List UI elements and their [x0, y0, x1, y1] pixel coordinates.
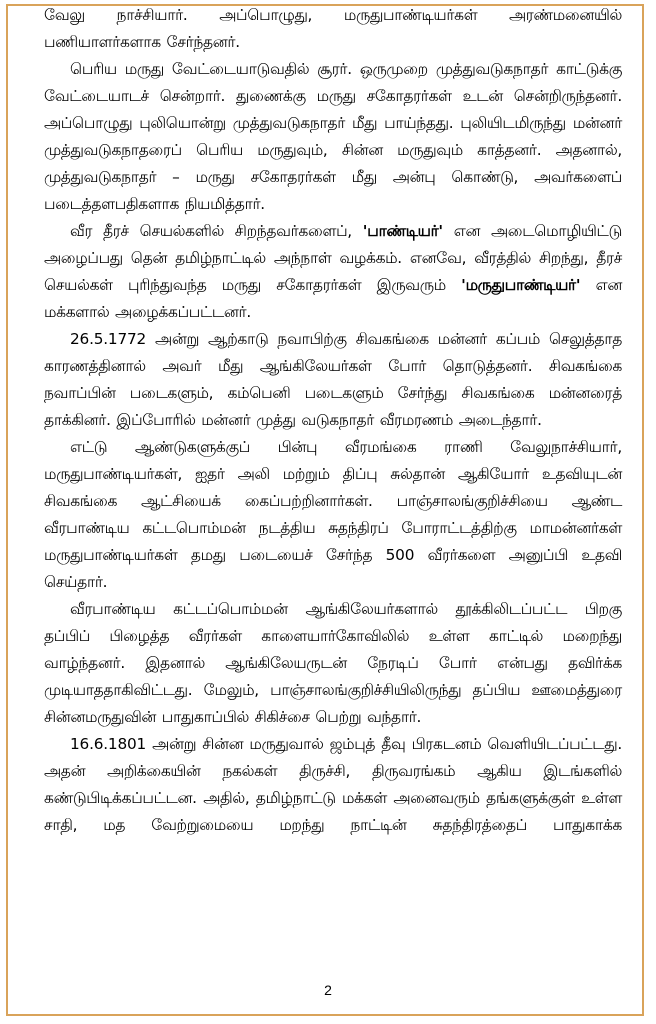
text-segment: என மக்களால் அழைக்கப்பட்டனர். — [44, 276, 622, 321]
paragraph-kattabomman: வீரபாண்டிய கட்டப்பொம்மன் ஆங்கிலேயர்களால் தூக்கிலிடப்பட்ட பிறகு தப்பிப் பிழைத்த வீரர்கள் காளையார்கோவிலில் உள்ள காட்டில் மறைந்து வாழ்ந்தனர். இதனால் ஆங்கிலேயருடன் நேரடிப் போர் என்பது தவிர்க்க முடியாததாகிவிட்டது. மேலும், பாஞ்சாலங்குறிச்சியிலிருந்து தப்பிய ஊமைத்துரை சின்னமருதுவின் பாதுகாப்பில் சிகிச்சை பெற்று வந்தார். — [44, 600, 622, 726]
bold-term-pandiyar: 'பாண்டியர்' — [362, 222, 443, 240]
bold-term-marudhupandiyar: 'மருதுபாண்டியர்' — [461, 276, 581, 294]
text-segment: என அடைமொழியிட்டு அழைப்பது தென் தமிழ்நாட்டில் அந்நாள் வழக்கம். எனவே, வீரத்தில் சிறந்து, தீரச் செயல்கள் புரிந்துவந்த மருது சகோதரர்கள் இருவரும் — [44, 222, 622, 294]
paragraph-jambu-proclamation: 16.6.1801 அன்று சின்ன மருதுவால் ஜம்புத் தீவு பிரகடனம் வெளியிடப்பட்டது. அதன் அறிக்கையின் நகல்கள் திருச்சி, திருவரங்கம் ஆகிய இடங்களில் கண்டுபிடிக்கப்பட்டன. அதில், தமிழ்நாட்டு மக்கள் அனைவரும் தங்களுக்குள் உள்ள சாதி, மத வேற்றுமையை மறந்து நாட்டின் சுதந்திரத்தைப் பாதுகாக்க — [44, 735, 622, 834]
page-number: 2 — [324, 982, 332, 998]
paragraph-pandiyar-title — [44, 218, 622, 326]
paragraph-recapture-sivagangai: எட்டு ஆண்டுகளுக்குப் பின்பு வீரமங்கை ராணி வேலுநாச்சியார், மருதுபாண்டியர்கள், ஐதர் அலி மற்றும் திப்பு சுல்தான் ஆகியோர் உதவியுடன் சிவகங்கை ஆட்சியைக் கைப்பற்றினார்கள். பாஞ்சாலங்குறிச்சியை ஆண்ட வீரபாண்டிய கட்டபொம்மன் நடத்திய சுதந்திரப் போராட்டத்திற்கு மாமன்னர்கள் மருதுபாண்டியர்கள் தமது படையைச் சேர்ந்த 500 வீரர்களை அனுப்பி உதவி செய்தார். — [44, 438, 622, 591]
text-segment: வீர தீரச் செயல்களில் சிறந்தவர்களைப், — [70, 222, 363, 240]
paragraph-periya-marudhu: பெரிய மருது வேட்டையாடுவதில் சூரர். ஒருமுறை முத்துவடுகநாதர் காட்டுக்கு வேட்டையாடச் சென்றார். துணைக்கு மருது சகோதரர்கள் உடன் சென்றிருந்தனர். அப்பொழுது புலியொன்று முத்துவடுகநாதர் மீது பாய்ந்தது. புலியிடமிருந்து மன்னர் முத்துவடுகநாதரைப் பெரிய மருதுவும், சின்ன மருதுவும் காத்தனர். அதனால், முத்துவடுகநாதர் – மருது சகோதரர்கள் மீது அன்பு கொண்டு, அவர்களைப் படைத்தளபதிகளாக நியமித்தார். — [44, 60, 622, 213]
paragraph-1772-war: 26.5.1772 அன்று ஆற்காடு நவாபிற்கு சிவகங்கை மன்னர் கப்பம் செலுத்தாத காரணத்தினால் அவர் மீது ஆங்கிலேயர்கள் போர் தொடுத்தனர். சிவகங்கை நவாப்பின் படைகளும், கம்பெனி படைகளும் சேர்ந்து சிவகங்கை மன்னரைத் தாக்கினர். இப்போரில் மன்னர் முத்து வடுகநாதர் வீரமரணம் அடைந்தார். — [44, 330, 622, 429]
document-body — [44, 2, 622, 839]
paragraph-continuation: வேலு நாச்சியார். அப்பொழுது, மருதுபாண்டியர்கள் அரண்மனையில் பணியாளர்களாக சேர்ந்தனர். — [44, 6, 622, 51]
